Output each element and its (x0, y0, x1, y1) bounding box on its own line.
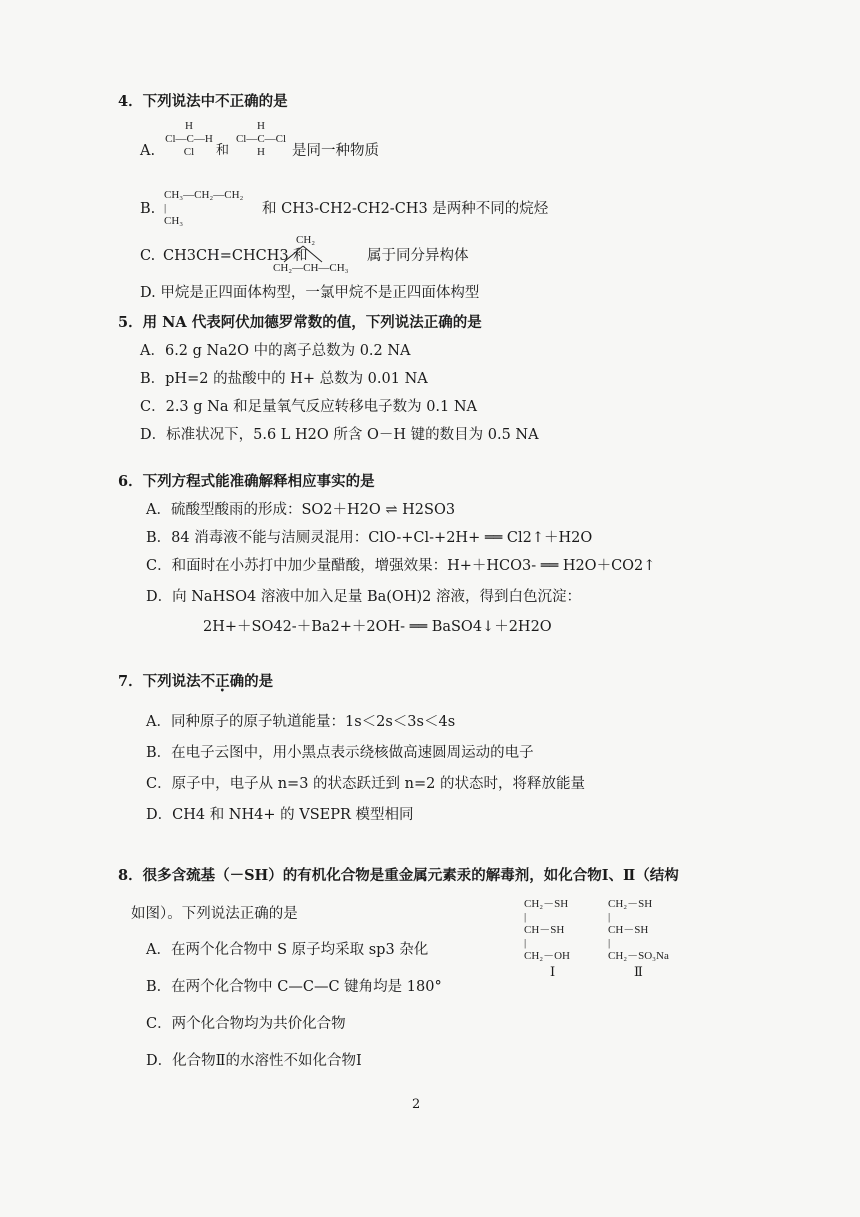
compound-2-structure: CH₂－SH | CH－SH | CH₂－SO₃Na (608, 898, 669, 962)
q7-stem-pre: 7．下列说法 (118, 673, 201, 690)
q4-option-c-ring-top: CH₂ (296, 234, 316, 246)
q8-stem-line1: 8．很多含巯基（－SH）的有机化合物是重金属元素汞的解毒剂，如化合物Ⅰ、Ⅱ（结构 (118, 867, 679, 884)
q6-stem: 6．下列方程式能准确解释相应事实的是 (118, 473, 375, 490)
page-number: 2 (412, 1097, 421, 1112)
q7-stem (118, 672, 273, 692)
q6-option-b: B．84 消毒液不能与洁厕灵混用：ClO-+Cl-+2H+ ══ Cl2↑＋H2O (146, 530, 593, 546)
q4-option-c-head: CH3CH=CHCH3 和 (163, 248, 308, 264)
compound-2-label: Ⅱ (634, 965, 643, 980)
q7-option-d: D．CH4 和 NH4+ 的 VSEPR 模型相同 (146, 807, 414, 823)
q6-option-a: A．硫酸型酸雨的形成：SO2＋H2O ⇌ H2SO3 (146, 502, 456, 518)
q4-option-a-mid: 和 (216, 143, 230, 158)
q4-option-b-label: B. (140, 201, 156, 217)
q4-option-a-left-structure: H Cl—C—H Cl (165, 120, 213, 158)
q7-stem-emphasis: 不正确 (200, 673, 245, 690)
q6-option-d-line1: D．向 NaHSO4 溶液中加入足量 Ba(OH)2 溶液，得到白色沉淀： (146, 589, 581, 605)
q8-option-a: A．在两个化合物中 S 原子均采取 sp3 杂化 (146, 942, 429, 958)
q8-option-d: D．化合物Ⅱ的水溶性不如化合物Ⅰ (146, 1053, 362, 1069)
q4-option-a-right-structure: H Cl—C—Cl H (235, 120, 287, 158)
q4-option-c-label: C. (140, 248, 156, 264)
q5-option-a: A．6.2 g Na2O 中的离子总数为 0.2 NA (140, 343, 411, 359)
compound-1-label: Ⅰ (550, 965, 556, 980)
q4-option-a-label: A. (140, 143, 156, 159)
q8-option-c: C．两个化合物均为共价化合物 (146, 1016, 346, 1032)
q4-option-d: D. 甲烷是正四面体构型，一氯甲烷不是正四面体构型 (140, 285, 480, 301)
q7-option-b: B．在电子云图中，用小黑点表示绕核做高速圆周运动的电子 (146, 745, 534, 761)
q4-option-c-tail: 属于同分异构体 (367, 248, 469, 264)
q5-option-b: B．pH=2 的盐酸中的 H+ 总数为 0.01 NA (140, 371, 428, 387)
q5-option-c: C．2.3 g Na 和足量氧气反应转移电子数为 0.1 NA (140, 399, 478, 415)
q7-stem-post: 的是 (244, 673, 274, 690)
compound-1-structure: CH₂－SH | CH－SH | CH₂－OH (524, 898, 571, 962)
q7-option-c: C．原子中，电子从 n=3 的状态跃迁到 n=2 的状态时，将释放能量 (146, 776, 585, 792)
q4-option-b-tail: 和 CH3-CH2-CH2-CH3 是两种不同的烷烃 (262, 201, 549, 217)
q8-stem-line2: 如图）。下列说法正确的是 (131, 906, 298, 922)
q4-stem: 4．下列说法中不正确的是 (118, 93, 288, 110)
q7-option-a: A．同种原子的原子轨道能量：1s＜2s＜3s＜4s (146, 714, 456, 730)
q5-option-d: D．标准状况下，5.6 L H2O 所含 O－H 键的数目为 0.5 NA (140, 427, 539, 443)
q8-option-b: B．在两个化合物中 C—C—C 键角均是 180° (146, 979, 442, 995)
q5-stem: 5．用 NA 代表阿伏加德罗常数的值，下列说法正确的是 (118, 314, 482, 331)
q4-option-a-tail: 是同一种物质 (292, 143, 379, 159)
q6-option-c: C．和面时在小苏打中加少量醋酸，增强效果：H+＋HCO3- ══ H2O＋CO2↑ (146, 558, 656, 574)
q4-option-c-ring-bottom: CH₂—CH—CH₃ (273, 262, 349, 274)
q4-option-b-structure: CH₃—CH₂—CH₂ | CH₃ (164, 189, 244, 227)
q6-option-d-line2: 2H+＋SO42-＋Ba2+＋2OH- ══ BaSO4↓＋2H2O (203, 619, 552, 635)
